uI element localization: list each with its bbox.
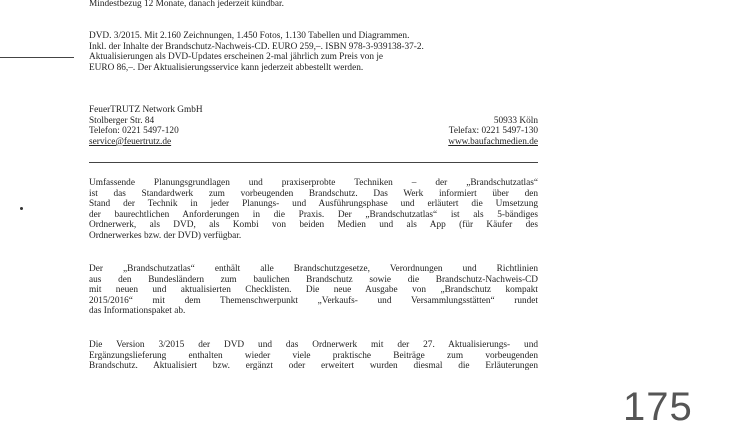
paragraph-line: 2015/2016“ mit dem Themenschwerpunkt „Verkaufs- und Versammlungsstätten“ rundet (89, 295, 538, 306)
website-link[interactable]: www.baufachmedien.de (448, 136, 538, 147)
dvd-paragraph (89, 31, 538, 73)
dvd-line: EURO 86,–. Der Aktualisierungsservice kann jederzeit abbestellt werden. (89, 62, 364, 73)
paragraph-line: Umfassende Planungsgrundlagen und praxiserprobte Techniken – der „Brandschutzatlas“ (89, 178, 538, 188)
page-number: 175 (623, 385, 693, 429)
paragraph-line: Die Version 3/2015 der DVD und das Ordnerwerk mit der 27. Aktualisierungs- und (89, 340, 538, 350)
publisher-city: 50933 Köln (493, 115, 538, 126)
paragraph-line: Ordnerwerkes bzw. der DVD) verfügbar. (89, 230, 242, 241)
paragraph-line: das Informationspaket ab. (89, 306, 186, 317)
dvd-line: Aktualisierungen als DVD-Updates erscheinen 2-mal jährlich zum Preis von je (89, 52, 384, 63)
margin-dot (20, 207, 23, 210)
body-paragraph-1 (89, 178, 538, 242)
web-row (89, 137, 538, 148)
paragraph-line: Ordnerwerk, als DVD, als Kombi von beiden Medien und als App (für Käufer des (89, 220, 538, 231)
dvd-line: DVD. 3/2015. Mit 2.160 Zeichnungen, 1.450 Fotos, 1.130 Tabellen und Diagrammen. (89, 31, 410, 41)
paragraph-line: Brandschutz. Aktualisiert bzw. ergänzt oder erweitert wurden diesmal die Erläuterungen (89, 361, 538, 372)
address-underline (89, 162, 538, 163)
paragraph-line: aus den Bundesländern zum baulichen Brandschutz sowie die Brandschutz-Nachweis-CD (89, 274, 538, 285)
paragraph-line: Ergänzungslieferung enthalten wieder viele praktische Beiträge zum vorbeugenden (89, 350, 538, 361)
publisher-phone: Telefon: 0221 5497-120 (89, 126, 179, 137)
intro-line: Mindestbezug 12 Monate, danach jederzeit kündbar. (89, 0, 284, 9)
publisher-name: FeuerTRUTZ Network GmbH (89, 105, 203, 115)
body-paragraph-2 (89, 264, 538, 317)
body-paragraph-3 (89, 340, 538, 372)
paragraph-line: mit neuen und aktualisierten Checklisten. Die neue Ausgabe von „Brandschutz kompakt (89, 285, 538, 296)
contact-row (89, 126, 538, 137)
paragraph-line: der baurechtlichen Anforderungen in die Praxis. Der „Brandschutzatlas“ ist als 5-bändiges (89, 209, 538, 220)
address-row (89, 116, 538, 127)
paragraph-line: Der „Brandschutzatlas“ enthält alle Brandschutzgesetze, Verordnungen und Richtlinien (89, 264, 538, 274)
paragraph-line: Stand der Technik in jeder Planungs- und Ausführungsphase und erläutert die Umsetzung (89, 199, 538, 210)
publisher-fax: Telefax: 0221 5497-130 (448, 126, 538, 137)
left-margin-rule (0, 57, 74, 58)
dvd-line: Inkl. der Inhalte der Brandschutz-Nachweis-CD. EURO 259,–. ISBN 978-3-939138-37-2. (89, 41, 424, 52)
paragraph-line: ist das Standardwerk zum vorbeugenden Brandschutz. Das Werk informiert über den (89, 188, 538, 199)
email-link[interactable]: service@feuertrutz.de (89, 136, 172, 147)
publisher-address (89, 105, 538, 147)
publisher-street: Stolberger Str. 84 (89, 115, 155, 126)
